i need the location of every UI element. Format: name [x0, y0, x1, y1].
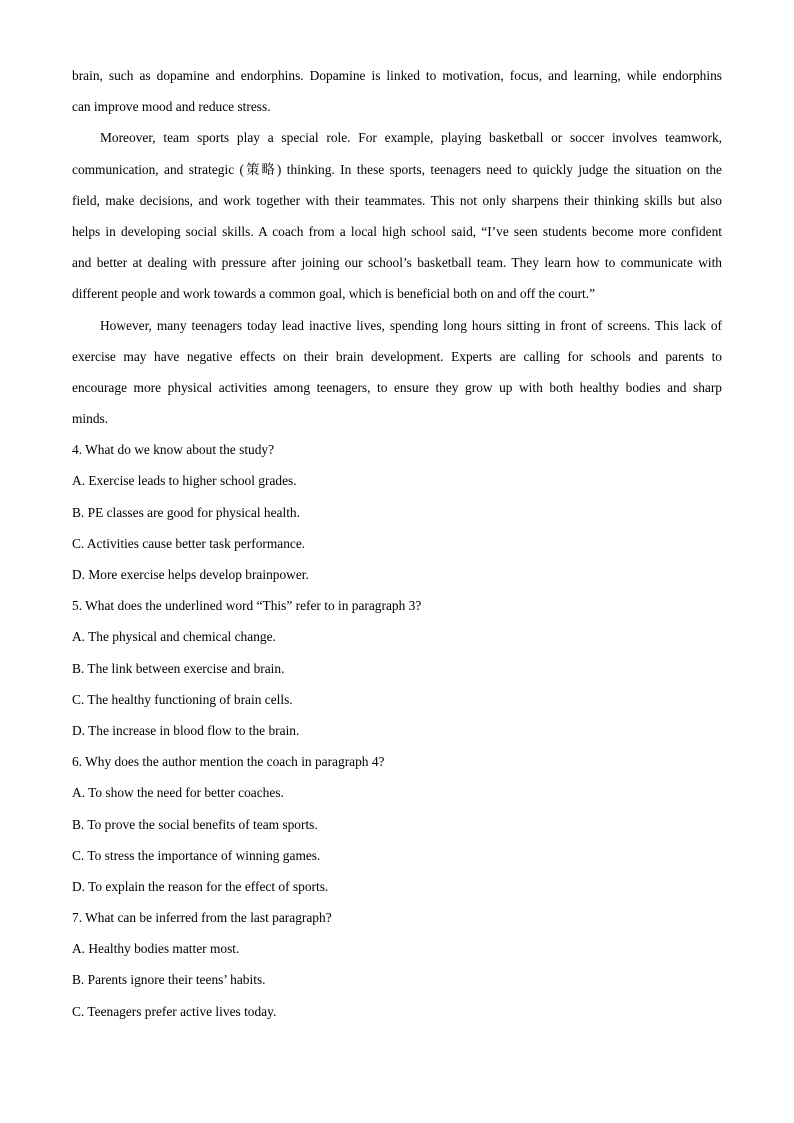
answer-option: A. To show the need for better coaches. — [72, 785, 284, 801]
answer-option: D. More exercise helps develop brainpower. — [72, 567, 309, 582]
question-4 — [72, 434, 722, 590]
answer-option: B. Parents ignore their teens’ habits. — [72, 972, 266, 988]
paragraph-line: helps in developing social skills. A coach from a local high school said, “I’ve seen students become more confident — [72, 223, 722, 239]
answer-option: B. The link between exercise and brain. — [72, 660, 285, 676]
question-6 — [72, 746, 722, 902]
paragraph-2 — [72, 122, 722, 309]
answer-option: A. Exercise leads to higher school grades. — [72, 473, 297, 489]
paragraph-line: Moreover, team sports play a special role. For example, playing basketball or soccer involves teamwork, — [100, 130, 722, 146]
answer-option: A. Healthy bodies matter most. — [72, 941, 240, 957]
document-page — [72, 60, 722, 1027]
answer-option: D. To explain the reason for the effect of sports. — [72, 878, 329, 894]
answer-option: A. The physical and chemical change. — [72, 629, 276, 645]
question-stem: 6. Why does the author mention the coach in paragraph 4? — [72, 754, 385, 770]
answer-option: B. PE classes are good for physical health. — [72, 504, 300, 520]
question-stem: 7. What can be inferred from the last paragraph? — [72, 910, 332, 926]
paragraph-line: field, make decisions, and work together with their teammates. This not only sharpens their thinking skills but also — [72, 192, 722, 208]
answer-option: B. To prove the social benefits of team sports. — [72, 816, 318, 832]
answer-option: C. Teenagers prefer active lives today. — [72, 1003, 277, 1019]
paragraph-1 — [72, 60, 722, 122]
question-5 — [72, 590, 722, 746]
paragraph-line: can improve mood and reduce stress. — [72, 99, 271, 115]
paragraph-3 — [72, 310, 722, 435]
question-stem: 4. What do we know about the study? — [72, 442, 275, 458]
paragraph-line: different people and work towards a common goal, which is beneficial both on and off the court.” — [72, 286, 596, 302]
paragraph-line: encourage more physical activities among teenagers, to ensure they grow up with both healthy bodies and sharp — [72, 379, 722, 395]
paragraph-line: brain, such as dopamine and endorphins. Dopamine is linked to motivation, focus, and learning, while endorphins — [72, 68, 722, 83]
question-stem: 5. What does the underlined word “This” refer to in paragraph 3? — [72, 598, 422, 614]
answer-option: C. The healthy functioning of brain cells. — [72, 691, 293, 707]
paragraph-line: minds. — [72, 411, 109, 427]
paragraph-line: communication, and strategic (策略) thinking. In these sports, teenagers need to quickly judge the situation on the — [72, 161, 722, 177]
paragraph-line: However, many teenagers today lead inactive lives, spending long hours sitting in front of screens. This lack of — [100, 317, 722, 333]
answer-option: C. To stress the importance of winning games. — [72, 847, 321, 863]
paragraph-line: exercise may have negative effects on their brain development. Experts are calling for schools and parents to — [72, 348, 722, 364]
question-7 — [72, 902, 722, 1027]
paragraph-line: and better at dealing with pressure after joining our school’s basketball team. They learn how to communicate with — [72, 255, 722, 271]
answer-option: C. Activities cause better task performance. — [72, 535, 306, 551]
answer-option: D. The increase in blood flow to the brain. — [72, 722, 300, 738]
